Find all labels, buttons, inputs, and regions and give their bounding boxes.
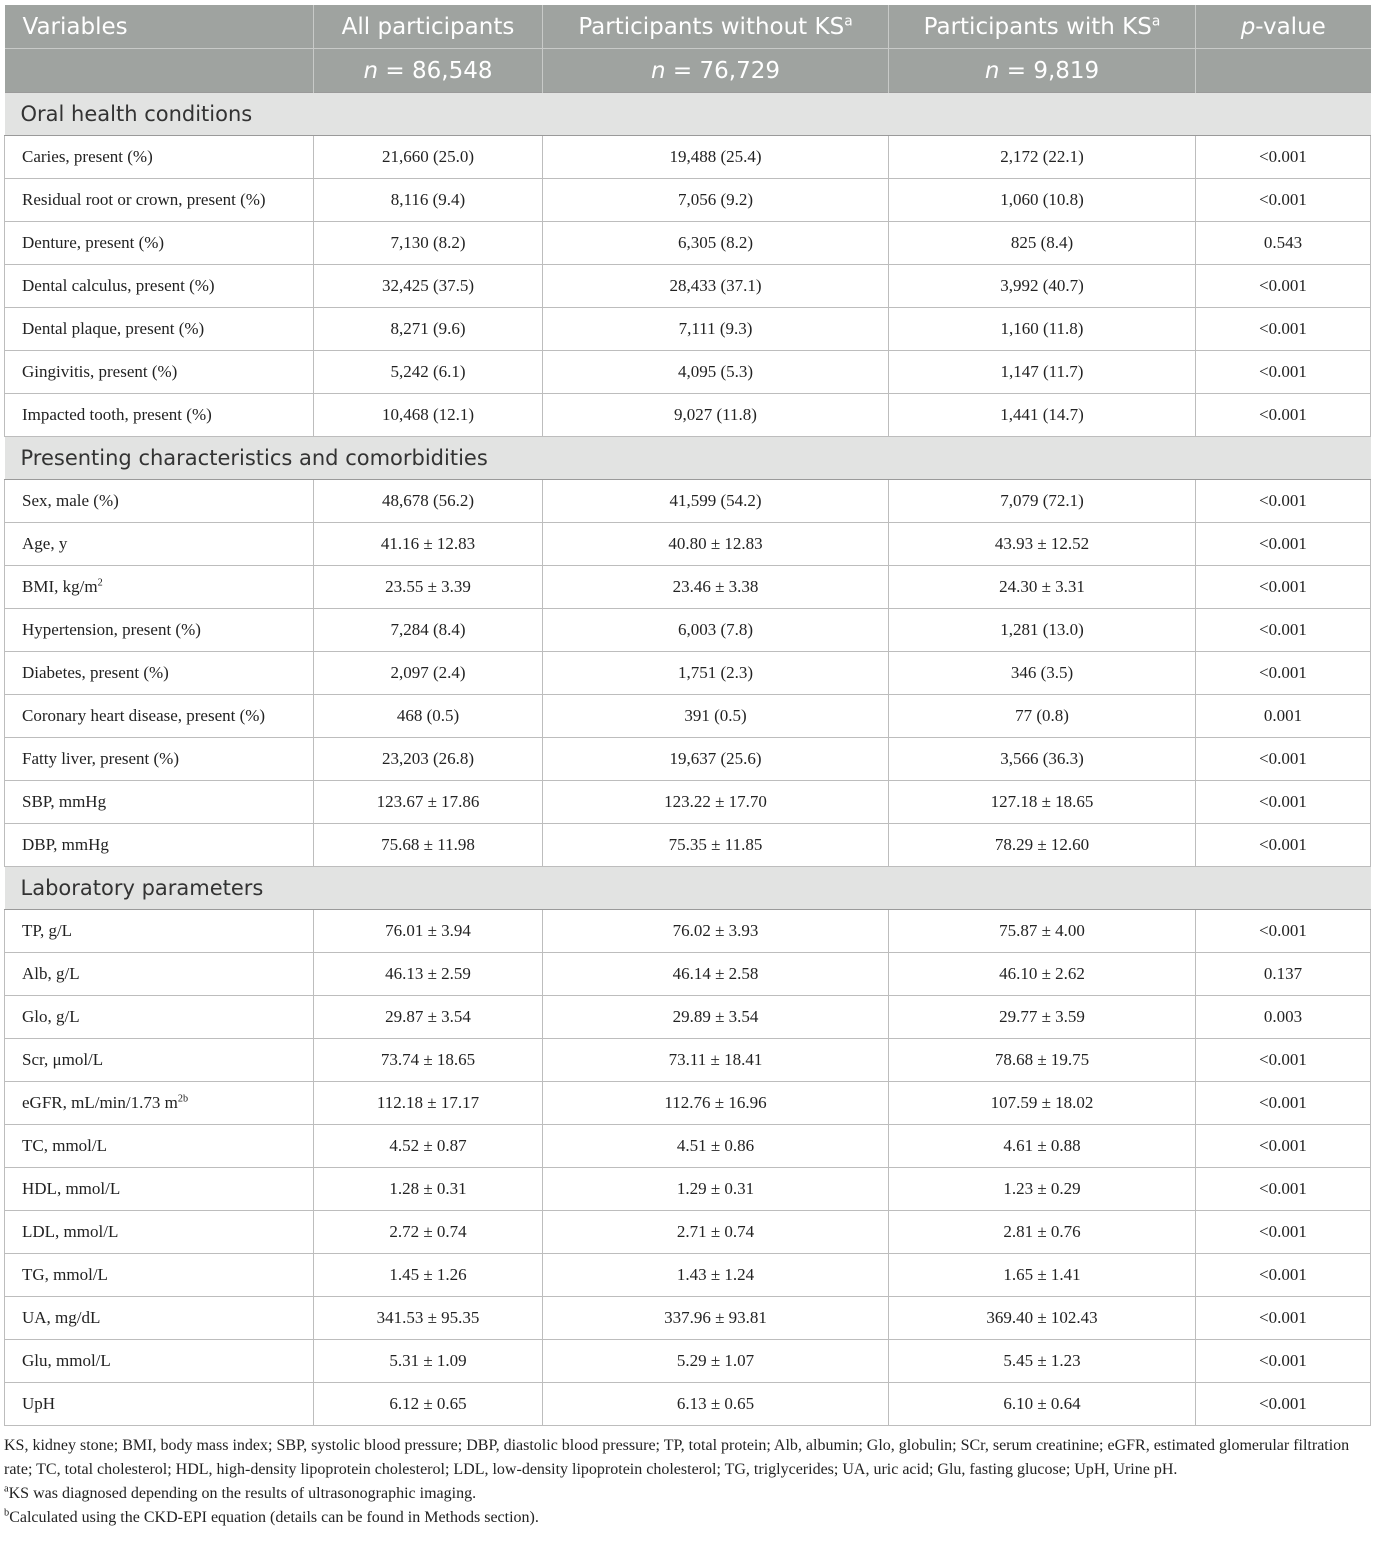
table-row <box>5 1297 1371 1340</box>
cell-all-participants: 112.18 ± 17.17 <box>314 1082 543 1125</box>
cell-p-value: <0.001 <box>1196 523 1371 566</box>
cell-with-ks: 127.18 ± 18.65 <box>889 781 1196 824</box>
cell-all-participants: 29.87 ± 3.54 <box>314 996 543 1039</box>
table-row <box>5 609 1371 652</box>
row-label: Age, y <box>5 523 314 566</box>
cell-p-value: <0.001 <box>1196 1340 1371 1383</box>
cell-without-ks: 29.89 ± 3.54 <box>543 996 889 1039</box>
table-body <box>5 93 1371 1426</box>
cell-p-value: <0.001 <box>1196 1125 1371 1168</box>
cell-with-ks: 43.93 ± 12.52 <box>889 523 1196 566</box>
cell-all-participants: 8,271 (9.6) <box>314 308 543 351</box>
table-row <box>5 523 1371 566</box>
table-row <box>5 480 1371 523</box>
table-row <box>5 222 1371 265</box>
cell-without-ks: 6,003 (7.8) <box>543 609 889 652</box>
table-row <box>5 1340 1371 1383</box>
table-row <box>5 1383 1371 1426</box>
row-label: Denture, present (%) <box>5 222 314 265</box>
row-label: Glo, g/L <box>5 996 314 1039</box>
table-footnotes <box>4 1434 1370 1530</box>
row-label: TG, mmol/L <box>5 1254 314 1297</box>
cell-all-participants: 1.45 ± 1.26 <box>314 1254 543 1297</box>
cell-all-participants: 76.01 ± 3.94 <box>314 910 543 953</box>
cell-without-ks: 7,056 (9.2) <box>543 179 889 222</box>
row-label: Diabetes, present (%) <box>5 652 314 695</box>
cell-with-ks: 46.10 ± 2.62 <box>889 953 1196 996</box>
cell-all-participants: 23,203 (26.8) <box>314 738 543 781</box>
cell-without-ks: 5.29 ± 1.07 <box>543 1340 889 1383</box>
table-row <box>5 652 1371 695</box>
table-row <box>5 996 1371 1039</box>
header-n-without: n = 76,729 <box>543 49 889 93</box>
cell-p-value: <0.001 <box>1196 566 1371 609</box>
section-header-row <box>5 437 1371 480</box>
cell-without-ks: 19,488 (25.4) <box>543 136 889 179</box>
cell-without-ks: 1.29 ± 0.31 <box>543 1168 889 1211</box>
cell-p-value: <0.001 <box>1196 1383 1371 1426</box>
row-label: Impacted tooth, present (%) <box>5 394 314 437</box>
row-label: DBP, mmHg <box>5 824 314 867</box>
cell-all-participants: 41.16 ± 12.83 <box>314 523 543 566</box>
header-variables: Variables <box>5 5 314 49</box>
cell-p-value: <0.001 <box>1196 265 1371 308</box>
table-row <box>5 566 1371 609</box>
cell-without-ks: 6.13 ± 0.65 <box>543 1383 889 1426</box>
row-label: Sex, male (%) <box>5 480 314 523</box>
cell-all-participants: 341.53 ± 95.35 <box>314 1297 543 1340</box>
row-label: TC, mmol/L <box>5 1125 314 1168</box>
cell-all-participants: 4.52 ± 0.87 <box>314 1125 543 1168</box>
footnote-a: $^a$KS was diagnosed depending on the results of ultrasonographic imaging. <box>4 1483 477 1502</box>
cell-with-ks: 24.30 ± 3.31 <box>889 566 1196 609</box>
table-row <box>5 1082 1371 1125</box>
cell-without-ks: 1,751 (2.3) <box>543 652 889 695</box>
table-row <box>5 136 1371 179</box>
cell-p-value: <0.001 <box>1196 910 1371 953</box>
cell-with-ks: 1,160 (11.8) <box>889 308 1196 351</box>
header-without-ks: Participants without $KS^a$ <box>543 5 889 49</box>
row-label: HDL, mmol/L <box>5 1168 314 1211</box>
cell-with-ks: 825 (8.4) <box>889 222 1196 265</box>
cell-all-participants: 32,425 (37.5) <box>314 265 543 308</box>
footnote-abbreviations: KS, kidney stone; BMI, body mass index; SBP, systolic blood pressure; DBP, diastolic blood pressure; TP, total protein; Alb, albumin; Glo, globulin; SCr, serum creatinine; eGFR, estimated glomerular filtration rate; TC, total cholesterol; HDL, high-density lipoprotein cholesterol; LDL, low-density lipoprotein cholesterol; TG, triglycerides; UA, uric acid; Glu, fasting glucose; UpH, Urine pH. <box>4 1437 1350 1478</box>
table-row <box>5 179 1371 222</box>
cell-with-ks: 2,172 (22.1) <box>889 136 1196 179</box>
cell-all-participants: 7,130 (8.2) <box>314 222 543 265</box>
cell-all-participants: 46.13 ± 2.59 <box>314 953 543 996</box>
cell-without-ks: 337.96 ± 93.81 <box>543 1297 889 1340</box>
cell-p-value: <0.001 <box>1196 1297 1371 1340</box>
cell-all-participants: 468 (0.5) <box>314 695 543 738</box>
cell-p-value: <0.001 <box>1196 480 1371 523</box>
cell-all-participants: 7,284 (8.4) <box>314 609 543 652</box>
cell-without-ks: 9,027 (11.8) <box>543 394 889 437</box>
cell-without-ks: 7,111 (9.3) <box>543 308 889 351</box>
table-row <box>5 1168 1371 1211</box>
row-label: SBP, mmHg <box>5 781 314 824</box>
cell-p-value: <0.001 <box>1196 652 1371 695</box>
cell-without-ks: 2.71 ± 0.74 <box>543 1211 889 1254</box>
cell-p-value: <0.001 <box>1196 308 1371 351</box>
cell-without-ks: 76.02 ± 3.93 <box>543 910 889 953</box>
cell-all-participants: 73.74 ± 18.65 <box>314 1039 543 1082</box>
cell-with-ks: 78.68 ± 19.75 <box>889 1039 1196 1082</box>
cell-with-ks: 7,079 (72.1) <box>889 480 1196 523</box>
table-row <box>5 1039 1371 1082</box>
cell-with-ks: 5.45 ± 1.23 <box>889 1340 1196 1383</box>
row-label: Alb, g/L <box>5 953 314 996</box>
cell-p-value: <0.001 <box>1196 394 1371 437</box>
cell-without-ks: 28,433 (37.1) <box>543 265 889 308</box>
cell-p-value: <0.001 <box>1196 1082 1371 1125</box>
table-row <box>5 695 1371 738</box>
section-title: Presenting characteristics and comorbidities <box>5 437 1371 480</box>
cell-without-ks: 46.14 ± 2.58 <box>543 953 889 996</box>
row-label: UA, mg/dL <box>5 1297 314 1340</box>
cell-p-value: <0.001 <box>1196 1168 1371 1211</box>
cell-all-participants: 8,116 (9.4) <box>314 179 543 222</box>
cell-all-participants: 1.28 ± 0.31 <box>314 1168 543 1211</box>
table-row <box>5 1211 1371 1254</box>
table-row <box>5 738 1371 781</box>
cell-with-ks: 3,992 (40.7) <box>889 265 1196 308</box>
cell-without-ks: 19,637 (25.6) <box>543 738 889 781</box>
cell-with-ks: 2.81 ± 0.76 <box>889 1211 1196 1254</box>
header-n-all: n = 86,548 <box>314 49 543 93</box>
cell-all-participants: 23.55 ± 3.39 <box>314 566 543 609</box>
cell-with-ks: 369.40 ± 102.43 <box>889 1297 1196 1340</box>
table-row <box>5 1125 1371 1168</box>
cell-with-ks: 6.10 ± 0.64 <box>889 1383 1196 1426</box>
cell-with-ks: 1,060 (10.8) <box>889 179 1196 222</box>
table-row <box>5 824 1371 867</box>
cell-with-ks: 3,566 (36.3) <box>889 738 1196 781</box>
cell-with-ks: 1.23 ± 0.29 <box>889 1168 1196 1211</box>
row-label: Dental plaque, present (%) <box>5 308 314 351</box>
cell-with-ks: 1,281 (13.0) <box>889 609 1196 652</box>
row-label: Coronary heart disease, present (%) <box>5 695 314 738</box>
header-empty-left <box>5 49 314 93</box>
cell-p-value: <0.001 <box>1196 609 1371 652</box>
cell-all-participants: 21,660 (25.0) <box>314 136 543 179</box>
table-header <box>5 5 1371 93</box>
table-row <box>5 351 1371 394</box>
cell-without-ks: 73.11 ± 18.41 <box>543 1039 889 1082</box>
cell-without-ks: 41,599 (54.2) <box>543 480 889 523</box>
cell-with-ks: 4.61 ± 0.88 <box>889 1125 1196 1168</box>
header-all-participants: All participants <box>314 5 543 49</box>
section-title: Oral health conditions <box>5 93 1371 136</box>
cell-all-participants: 10,468 (12.1) <box>314 394 543 437</box>
table-row <box>5 1254 1371 1297</box>
cell-without-ks: 75.35 ± 11.85 <box>543 824 889 867</box>
row-label: LDL, mmol/L <box>5 1211 314 1254</box>
table-row <box>5 910 1371 953</box>
cell-p-value: 0.137 <box>1196 953 1371 996</box>
cell-p-value: <0.001 <box>1196 1039 1371 1082</box>
cell-p-value: <0.001 <box>1196 1254 1371 1297</box>
table-container <box>4 5 1370 1530</box>
cell-with-ks: 1,441 (14.7) <box>889 394 1196 437</box>
row-label: TP, g/L <box>5 910 314 953</box>
data-table <box>4 5 1371 1426</box>
cell-with-ks: 29.77 ± 3.59 <box>889 996 1196 1039</box>
cell-with-ks: 77 (0.8) <box>889 695 1196 738</box>
cell-p-value: <0.001 <box>1196 351 1371 394</box>
cell-all-participants: 123.67 ± 17.86 <box>314 781 543 824</box>
row-label: Gingivitis, present (%) <box>5 351 314 394</box>
row-label: BMI, $kg/m^2$ <box>5 566 314 609</box>
header-empty-right <box>1196 49 1371 93</box>
cell-p-value: 0.003 <box>1196 996 1371 1039</box>
cell-with-ks: 107.59 ± 18.02 <box>889 1082 1196 1125</box>
cell-p-value: 0.543 <box>1196 222 1371 265</box>
table-row <box>5 781 1371 824</box>
row-label: Fatty liver, present (%) <box>5 738 314 781</box>
row-label: eGFR, mL/min/1.73 $m^{2b}$ <box>5 1082 314 1125</box>
cell-p-value: <0.001 <box>1196 824 1371 867</box>
cell-p-value: 0.001 <box>1196 695 1371 738</box>
cell-all-participants: 2,097 (2.4) <box>314 652 543 695</box>
cell-p-value: <0.001 <box>1196 781 1371 824</box>
row-label: Scr, μmol/L <box>5 1039 314 1082</box>
section-title: Laboratory parameters <box>5 867 1371 910</box>
cell-without-ks: 4,095 (5.3) <box>543 351 889 394</box>
row-label: Residual root or crown, present (%) <box>5 179 314 222</box>
table-row <box>5 394 1371 437</box>
table-row <box>5 953 1371 996</box>
cell-without-ks: 40.80 ± 12.83 <box>543 523 889 566</box>
cell-with-ks: 346 (3.5) <box>889 652 1196 695</box>
cell-with-ks: 78.29 ± 12.60 <box>889 824 1196 867</box>
footnote-b: $^b$Calculated using the CKD-EPI equation (details can be found in Methods section). <box>4 1507 539 1526</box>
table-row <box>5 308 1371 351</box>
row-label: Dental calculus, present (%) <box>5 265 314 308</box>
cell-all-participants: 5,242 (6.1) <box>314 351 543 394</box>
cell-all-participants: 6.12 ± 0.65 <box>314 1383 543 1426</box>
row-label: Caries, present (%) <box>5 136 314 179</box>
cell-all-participants: 75.68 ± 11.98 <box>314 824 543 867</box>
cell-with-ks: 1,147 (11.7) <box>889 351 1196 394</box>
header-with-ks: Participants with $KS^a$ <box>889 5 1196 49</box>
header-p-value: p-value <box>1196 5 1371 49</box>
cell-all-participants: 48,678 (56.2) <box>314 480 543 523</box>
cell-all-participants: 2.72 ± 0.74 <box>314 1211 543 1254</box>
cell-p-value: <0.001 <box>1196 136 1371 179</box>
cell-with-ks: 1.65 ± 1.41 <box>889 1254 1196 1297</box>
cell-without-ks: 23.46 ± 3.38 <box>543 566 889 609</box>
section-header-row <box>5 867 1371 910</box>
cell-without-ks: 391 (0.5) <box>543 695 889 738</box>
row-label: Glu, mmol/L <box>5 1340 314 1383</box>
cell-without-ks: 6,305 (8.2) <box>543 222 889 265</box>
cell-without-ks: 1.43 ± 1.24 <box>543 1254 889 1297</box>
cell-without-ks: 112.76 ± 16.96 <box>543 1082 889 1125</box>
cell-p-value: <0.001 <box>1196 179 1371 222</box>
cell-with-ks: 75.87 ± 4.00 <box>889 910 1196 953</box>
section-header-row <box>5 93 1371 136</box>
cell-all-participants: 5.31 ± 1.09 <box>314 1340 543 1383</box>
cell-p-value: <0.001 <box>1196 738 1371 781</box>
row-label: UpH <box>5 1383 314 1426</box>
header-n-with: n = 9,819 <box>889 49 1196 93</box>
table-row <box>5 265 1371 308</box>
cell-without-ks: 4.51 ± 0.86 <box>543 1125 889 1168</box>
cell-p-value: <0.001 <box>1196 1211 1371 1254</box>
row-label: Hypertension, present (%) <box>5 609 314 652</box>
cell-without-ks: 123.22 ± 17.70 <box>543 781 889 824</box>
